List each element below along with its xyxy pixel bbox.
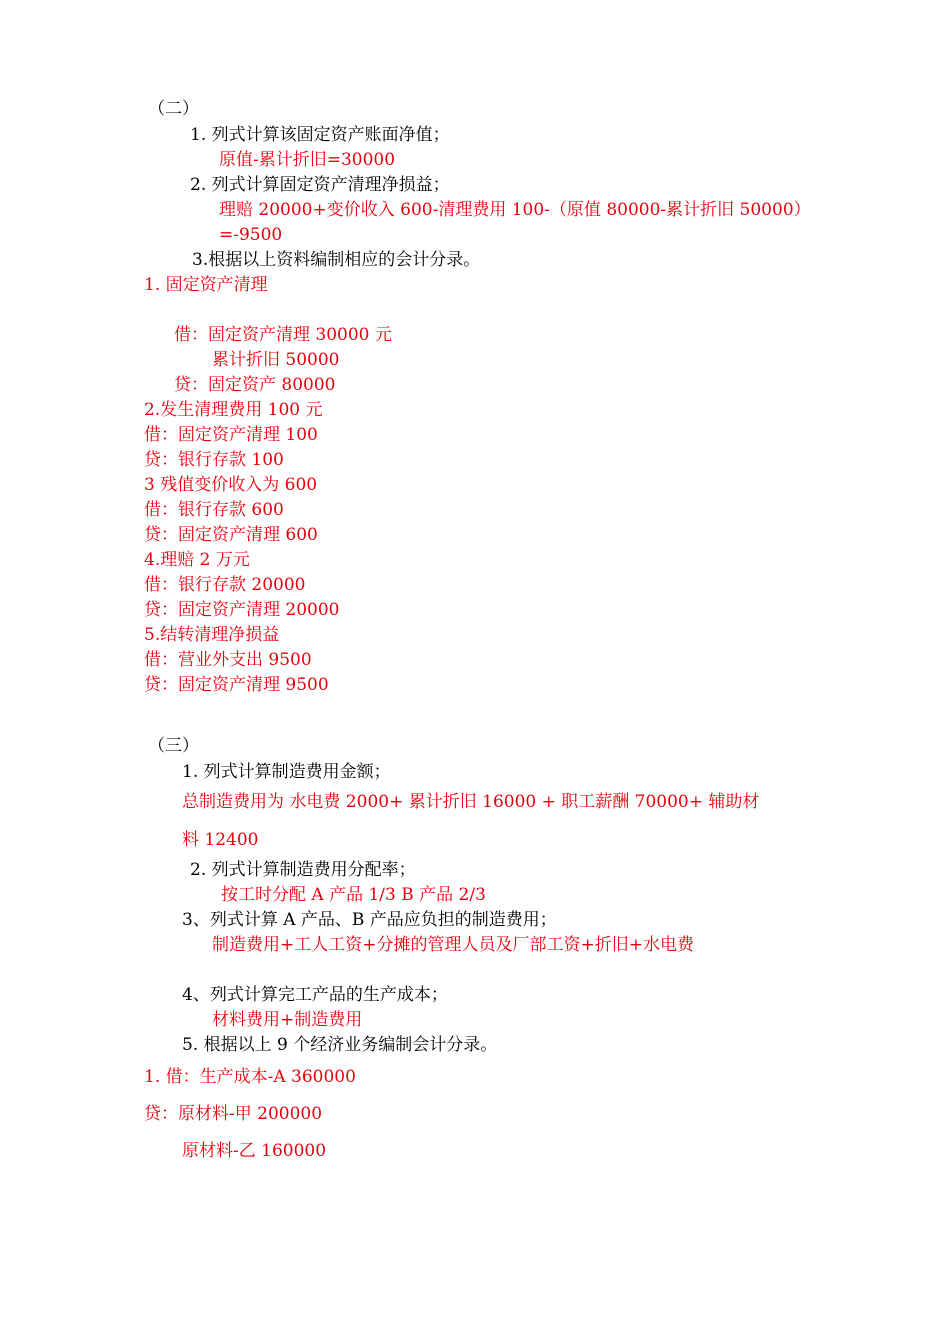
entry-line: 累计折旧 50000: [212, 350, 340, 370]
entry-line: 5.结转清理净损益: [144, 625, 280, 645]
entry-line: 借：营业外支出 9500: [144, 650, 312, 670]
question-1: 1. 列式计算该固定资产账面净值；: [190, 125, 450, 145]
answer-2-line-2: =-9500: [219, 225, 283, 245]
question-3: 3、列式计算 A 产品、B 产品应负担的制造费用；: [182, 910, 557, 930]
question-2: 2. 列式计算固定资产清理净损益；: [190, 175, 450, 195]
answer-2: 按工时分配 A 产品 1/3 B 产品 2/3: [221, 885, 486, 905]
entry-line: 1. 借：生产成本-A 360000: [144, 1067, 356, 1087]
answer-4: 材料费用+制造费用: [212, 1010, 363, 1030]
section-heading: （三）: [148, 736, 199, 756]
question-1: 1. 列式计算制造费用金额；: [182, 762, 391, 782]
entry-line: 1. 固定资产清理: [144, 275, 268, 295]
question-2: 2. 列式计算制造费用分配率；: [190, 860, 416, 880]
entry-line: 原材料-乙 160000: [182, 1141, 327, 1161]
entry-line: 3 残值变价收入为 600: [144, 475, 318, 495]
entry-line: 借：银行存款 600: [144, 500, 284, 520]
entry-line: 2.发生清理费用 100 元: [144, 400, 323, 420]
entry-line: 贷：银行存款 100: [144, 450, 284, 470]
entry-line: 借：固定资产清理 100: [144, 425, 318, 445]
entry-line: 贷：原材料-甲 200000: [144, 1104, 323, 1124]
question-4: 4、列式计算完工产品的生产成本；: [182, 985, 448, 1005]
entry-line: 贷：固定资产 80000: [174, 375, 336, 395]
question-3: 3.根据以上资料编制相应的会计分录。: [192, 250, 481, 270]
entry-line: 4.理赔 2 万元: [144, 550, 250, 570]
answer-3: 制造费用+工人工资+分摊的管理人员及厂部工资+折旧+水电费: [212, 935, 694, 955]
entry-line: 借：银行存款 20000: [144, 575, 306, 595]
entry-line: 贷：固定资产清理 20000: [144, 600, 340, 620]
entry-line: 贷：固定资产清理 600: [144, 525, 318, 545]
entry-line: 借：固定资产清理 30000 元: [174, 325, 392, 345]
answer-1: 原值-累计折旧=30000: [219, 150, 396, 170]
section-heading: （二）: [148, 99, 199, 119]
answer-2-line-1: 理赔 20000+变价收入 600-清理费用 100-（原值 80000-累计折旧 50000）: [219, 200, 811, 220]
answer-1-line-2: 料 12400: [182, 830, 259, 850]
entry-line: 贷：固定资产清理 9500: [144, 675, 329, 695]
answer-1-line-1: 总制造费用为 水电费 2000+ 累计折旧 16000 + 职工薪酬 70000+ 辅助材: [182, 792, 760, 812]
question-5: 5. 根据以上 9 个经济业务编制会计分录。: [182, 1035, 498, 1055]
